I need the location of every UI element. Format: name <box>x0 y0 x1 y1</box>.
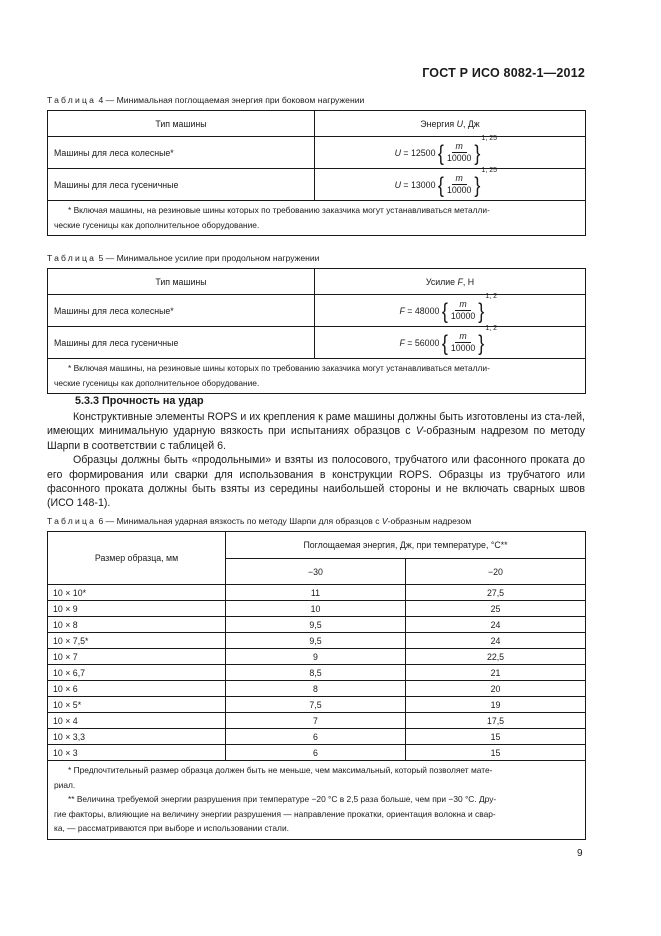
table6 <box>47 531 586 840</box>
table6-cell-b: 21 <box>406 665 586 681</box>
table5-caption-num: 5 <box>98 253 104 263</box>
table6-header-temp1: −30 <box>226 559 406 585</box>
table6-cell-b: 27,5 <box>406 585 586 601</box>
table5-header-force: Усилие F, Н <box>315 269 586 295</box>
table5-caption <box>47 253 319 263</box>
table-row <box>48 169 586 201</box>
table-row <box>48 137 586 169</box>
table5-row2-formula: F = 56000 { $\frac{m}{10000}$ } 1, 2 <box>315 327 586 359</box>
paragraph-2: Образцы должны быть «продольными» и взяты из полосового, трубчатого или фасонного проката до его формирования или сварки для использования в конструкции ROPS. Образцы из трубчатого или фасонного проката должны быть взяты из середины наибольшей стороны и не включать сварных швов (ИСО 148-1). <box>47 454 585 510</box>
table6-cell-size: 10 × 6 <box>48 681 226 697</box>
table5-footnote: * Включая машины, на резиновые шины которых по требованию заказчика могут устанавливаться металли- ческие гусеницы как дополнительное оборудование. <box>48 359 586 394</box>
table5-caption-title: — Минимальное усилие при продольном нагружении <box>103 253 320 263</box>
table6-cell-a: 9,5 <box>226 633 406 649</box>
table6-cell-size: 10 × 9 <box>48 601 226 617</box>
table6-cell-a: 9,5 <box>226 617 406 633</box>
section-heading <box>75 395 204 407</box>
table6-header-size: Размер образца, мм <box>48 532 226 585</box>
table-row <box>48 327 586 359</box>
table6-caption-word: Таблица <box>47 516 97 526</box>
table4-row2-type: Машины для леса гусеничные <box>48 169 315 201</box>
table6-cell-b: 20 <box>406 681 586 697</box>
table4-row1-type: Машины для леса колесные* <box>48 137 315 169</box>
section-title: Прочность на удар <box>102 395 204 407</box>
document-header: ГОСТ Р ИСО 8082-1—2012 <box>422 66 585 80</box>
table6-cell-size: 10 × 10* <box>48 585 226 601</box>
table4-header-energy: Энергия U, Дж <box>315 111 586 137</box>
table6-cell-size: 10 × 3 <box>48 745 226 761</box>
table6-cell-a: 8 <box>226 681 406 697</box>
table4-row2-formula: U = 13000 { $\frac{m}{10000}$ } 1, 25 <box>315 169 586 201</box>
table6-cell-b: 15 <box>406 729 586 745</box>
table6-cell-a: 9 <box>226 649 406 665</box>
table6-cell-size: 10 × 3,3 <box>48 729 226 745</box>
table4-row1-formula: U = 12500 { $\frac{m}{10000}$ } 1, 25 <box>315 137 586 169</box>
table5-row1-formula: F = 48000 { $\frac{m}{10000}$ } 1, 2 <box>315 295 586 327</box>
table6-cell-b: 22,5 <box>406 649 586 665</box>
table6-header-temp2: −20 <box>406 559 586 585</box>
paragraph-1: Конструктивные элементы ROPS и их крепления к раме машины должны быть изготовлены из ста-лей, имеющих минимальную ударную вязкость при испытаниях образцов с V-образным надрезом по методу Шарпи в соответствии с таблицей 6. <box>47 411 586 452</box>
table4-caption-num: 4 <box>98 95 104 105</box>
table-row <box>48 681 586 697</box>
table6-caption-num: 6 <box>98 516 104 526</box>
table4 <box>47 110 586 236</box>
table-row <box>48 649 586 665</box>
table4-footnote: * Включая машины, на резиновые шины которых по требованию заказчика могут устанавливаться металли- ческие гусеницы как дополнительное оборудование. <box>48 201 586 236</box>
table6-cell-a: 6 <box>226 729 406 745</box>
table6-cell-a: 8,5 <box>226 665 406 681</box>
table4-caption-title: — Минимальная поглощаемая энергия при боковом нагружении <box>103 95 365 105</box>
table6-cell-a: 7,5 <box>226 697 406 713</box>
table6-cell-a: 10 <box>226 601 406 617</box>
table6-cell-b: 19 <box>406 697 586 713</box>
section-number: 5.3.3 <box>75 395 100 407</box>
table-row <box>48 697 586 713</box>
table6-cell-b: 25 <box>406 601 586 617</box>
table6-cell-size: 10 × 4 <box>48 713 226 729</box>
table6-cell-size: 10 × 7,5* <box>48 633 226 649</box>
page-number: 9 <box>577 848 583 859</box>
table6-cell-size: 10 × 5* <box>48 697 226 713</box>
table6-cell-b: 24 <box>406 617 586 633</box>
table6-cell-b: 24 <box>406 633 586 649</box>
table6-cell-size: 10 × 6,7 <box>48 665 226 681</box>
table6-header-energy: Поглощаемая энергия, Дж, при температуре, °С** <box>226 532 586 559</box>
table4-header-type: Тип машины <box>48 111 315 137</box>
table4-caption-word: Таблица <box>47 95 97 105</box>
table4-caption <box>47 95 364 105</box>
table5-header-type: Тип машины <box>48 269 315 295</box>
table5-caption-word: Таблица <box>47 253 97 263</box>
table-row <box>48 729 586 745</box>
table-row <box>48 665 586 681</box>
table-row <box>48 295 586 327</box>
body-text <box>47 410 585 511</box>
table-row <box>48 633 586 649</box>
table6-cell-a: 7 <box>226 713 406 729</box>
table6-caption: Таблица 6 — Минимальная ударная вязкость по методу Шарпи для образцов с V-образным надрезом <box>47 516 472 526</box>
table5-row2-type: Машины для леса гусеничные <box>48 327 315 359</box>
table6-footnotes: * Предпочтительный размер образца должен быть не меньше, чем максимальный, который позволяет мате- риал. ** Величина требуемой энергии разрушения при температуре −20 °С в 2,5 раза больше, чем при −30 °С. Дру- гие факторы, влияющие на величину энергии разрушения — направление прокатки, ориентация волокна и свар- ка, — рассматриваются при выборе и использовании стали. <box>48 761 586 840</box>
table6-cell-b: 15 <box>406 745 586 761</box>
table-row <box>48 617 586 633</box>
table6-cell-a: 6 <box>226 745 406 761</box>
table-row <box>48 601 586 617</box>
table5 <box>47 268 586 394</box>
table5-row1-type: Машины для леса колесные* <box>48 295 315 327</box>
table6-cell-size: 10 × 7 <box>48 649 226 665</box>
table-row <box>48 745 586 761</box>
table-row <box>48 585 586 601</box>
table6-cell-a: 11 <box>226 585 406 601</box>
table-row <box>48 713 586 729</box>
table6-cell-size: 10 × 8 <box>48 617 226 633</box>
table6-cell-b: 17,5 <box>406 713 586 729</box>
